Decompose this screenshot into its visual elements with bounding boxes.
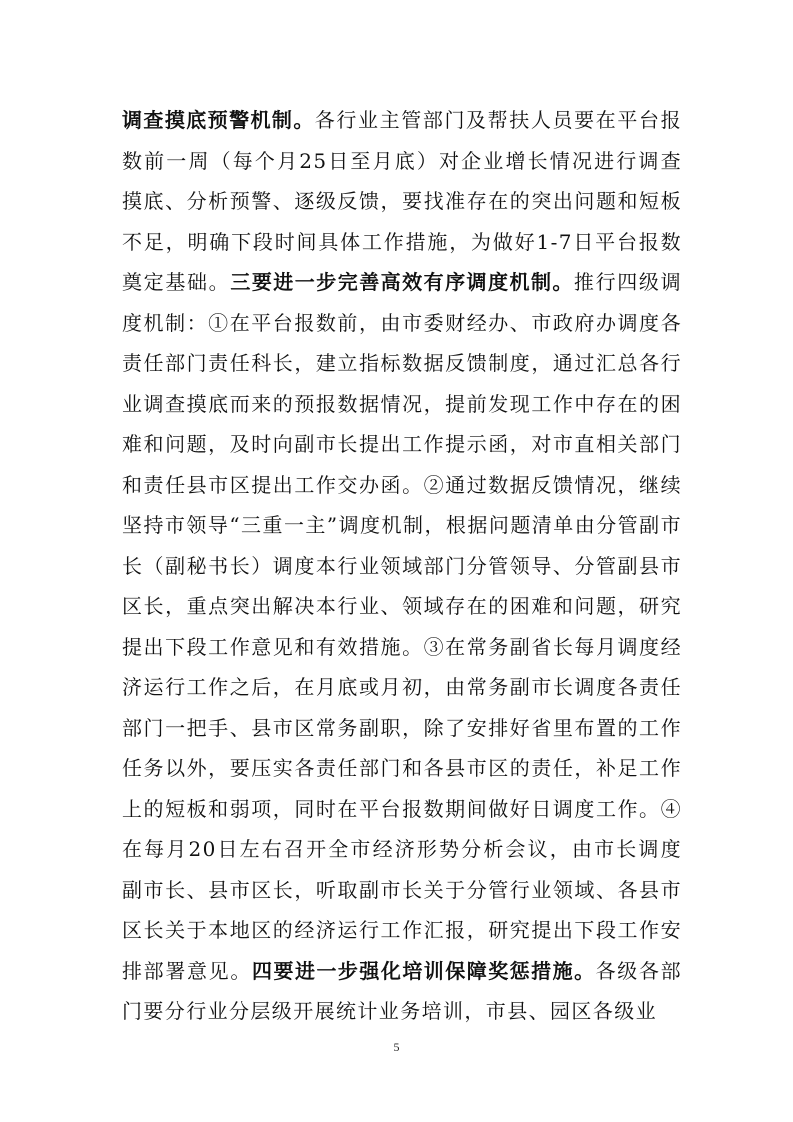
text-training: 各级各部门要分行业分层级开展统计业务培训，市县、园区各级业 [122, 958, 682, 1023]
bold-heading-dispatch-mechanism: 三要进一步完善高效有序调度机制。 [230, 270, 574, 294]
text-investigation: 各行业主管部门及帮扶人员要在平台报数前一周（每个月25日至月底）对企业增长情况进行调查摸底、分析预警、逐级反馈，要找准存在的突出问题和短板不足，明确下段时间具体工作措施，为做好1-7日平台报数奠定基础。 [122, 108, 682, 294]
bold-heading-training: 四要进一步强化培训保障奖惩措施。 [252, 958, 596, 983]
text-dispatch-mechanism: 推行四级调度机制：①在平台报数前，由市委财经办、市政府办调度各责任部门责任科长，建立指标数据反馈制度，通过汇总各行业调查摸底而来的预报数据情况，提前发现工作中存在的困难和问题，及时向副市长提出工作提示函，对市直相关部门和责任县市区提出工作交办函。②通过数据反馈情况，继续坚持市领导“三重一主”调度机制，根据问题清单由分管副市长（副秘书长）调度本行业领域部门分管领导、分管副县市区长，重点突出解决本行业、领域存在的困难和问题，研究提出下段工作意见和有效措施。③在常务副省长每月调度经济运行工作之后，在月底或月初，由常务副市长调度各责任部门一把手、县市区常务副职，除了安排好省里布置的工作任务以外，要压实各责任部门和各县市区的责任，补足工作上的短板和弱项，同时在平台报数期间做好日调度工作。④在每月20日左右召开全市经济形势分析会议，由市长调度副市长、县市区长，听取副市长关于分管行业领域、各县市区长关于本地区的经济运行工作汇报，研究提出下段工作安排部署意见。 [122, 270, 683, 983]
body-paragraph [122, 100, 682, 1032]
page-number: 5 [393, 1040, 400, 1054]
bold-heading-investigation: 调查摸底预警机制。 [122, 108, 315, 132]
